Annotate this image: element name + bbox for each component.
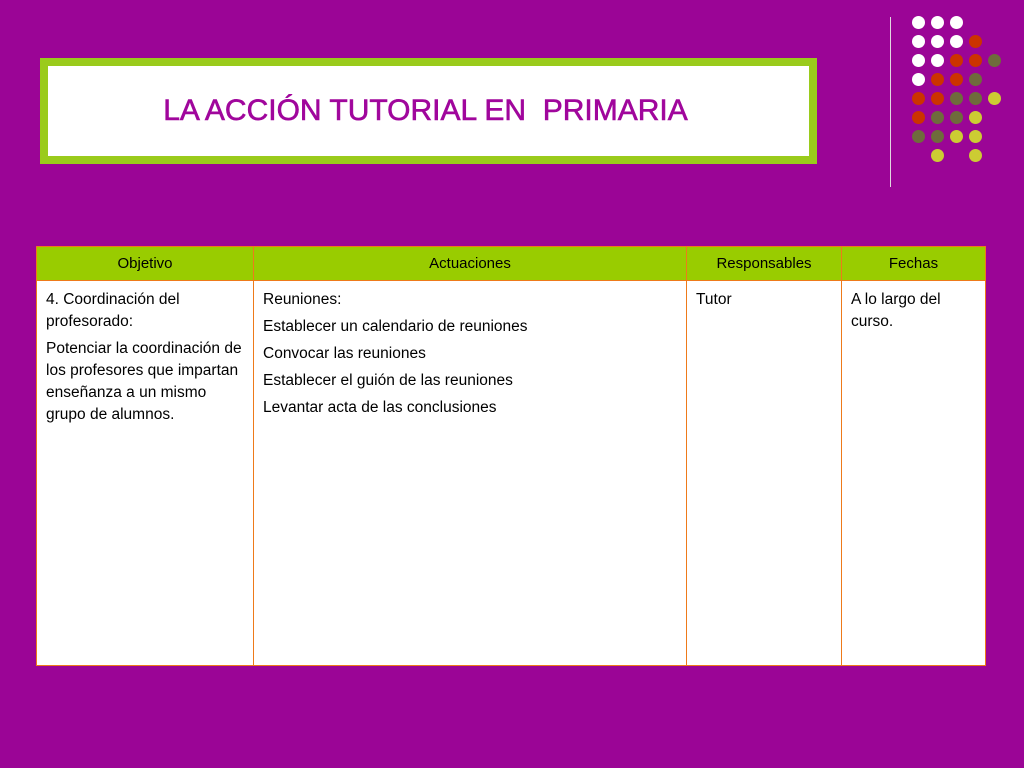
dot-yellow [969, 149, 982, 162]
table-header-row [37, 247, 986, 281]
dot-yellow [969, 111, 982, 124]
header-fechas: Fechas [842, 247, 986, 281]
dot-yellow [931, 149, 944, 162]
dot-red [912, 111, 925, 124]
cell-fechas: A lo largo del curso. [842, 281, 986, 666]
dot-red [931, 92, 944, 105]
header-objetivo: Objetivo [37, 247, 254, 281]
dot-white [912, 16, 925, 29]
dot-olive [969, 92, 982, 105]
dot-red [912, 92, 925, 105]
dot-olive [931, 130, 944, 143]
cell-objetivo [37, 281, 254, 666]
dot-white [912, 35, 925, 48]
tutorial-plan-table [36, 246, 986, 666]
dot-red [931, 73, 944, 86]
objetivo-heading: 4. Coordinación del profesorado: [46, 291, 180, 330]
actuacion-item: Reuniones: [263, 291, 342, 308]
dot-white [931, 16, 944, 29]
cell-actuaciones [254, 281, 687, 666]
objetivo-description: Potenciar la coordinación de los profesores que impartan enseñanza a un mismo grupo de alumnos. [46, 340, 242, 423]
dot-olive [950, 111, 963, 124]
dot-red [969, 54, 982, 67]
title-frame [40, 58, 817, 164]
decorative-divider [890, 17, 891, 187]
actuacion-item: Convocar las reuniones [263, 345, 426, 362]
dot-white [931, 35, 944, 48]
dot-white [950, 16, 963, 29]
actuacion-item: Levantar acta de las conclusiones [263, 399, 497, 416]
dot-white [912, 54, 925, 67]
header-actuaciones: Actuaciones [254, 247, 687, 281]
dot-red [969, 35, 982, 48]
slide-title: LA ACCIÓN TUTORIAL EN PRIMARIA [163, 94, 688, 127]
dot-white [950, 35, 963, 48]
cell-responsables: Tutor [687, 281, 842, 666]
dot-olive [988, 54, 1001, 67]
dot-olive [931, 111, 944, 124]
dot-red [950, 73, 963, 86]
decorative-dot-grid [912, 16, 1012, 166]
dot-white [912, 73, 925, 86]
dot-yellow [969, 130, 982, 143]
dot-yellow [988, 92, 1001, 105]
table-row [37, 281, 986, 666]
dot-white [931, 54, 944, 67]
dot-olive [912, 130, 925, 143]
dot-olive [950, 92, 963, 105]
dot-red [950, 54, 963, 67]
actuacion-item: Establecer el guión de las reuniones [263, 372, 513, 389]
header-responsables: Responsables [687, 247, 842, 281]
dot-olive [969, 73, 982, 86]
actuacion-item: Establecer un calendario de reuniones [263, 318, 528, 335]
title-panel [48, 66, 809, 156]
dot-yellow [950, 130, 963, 143]
